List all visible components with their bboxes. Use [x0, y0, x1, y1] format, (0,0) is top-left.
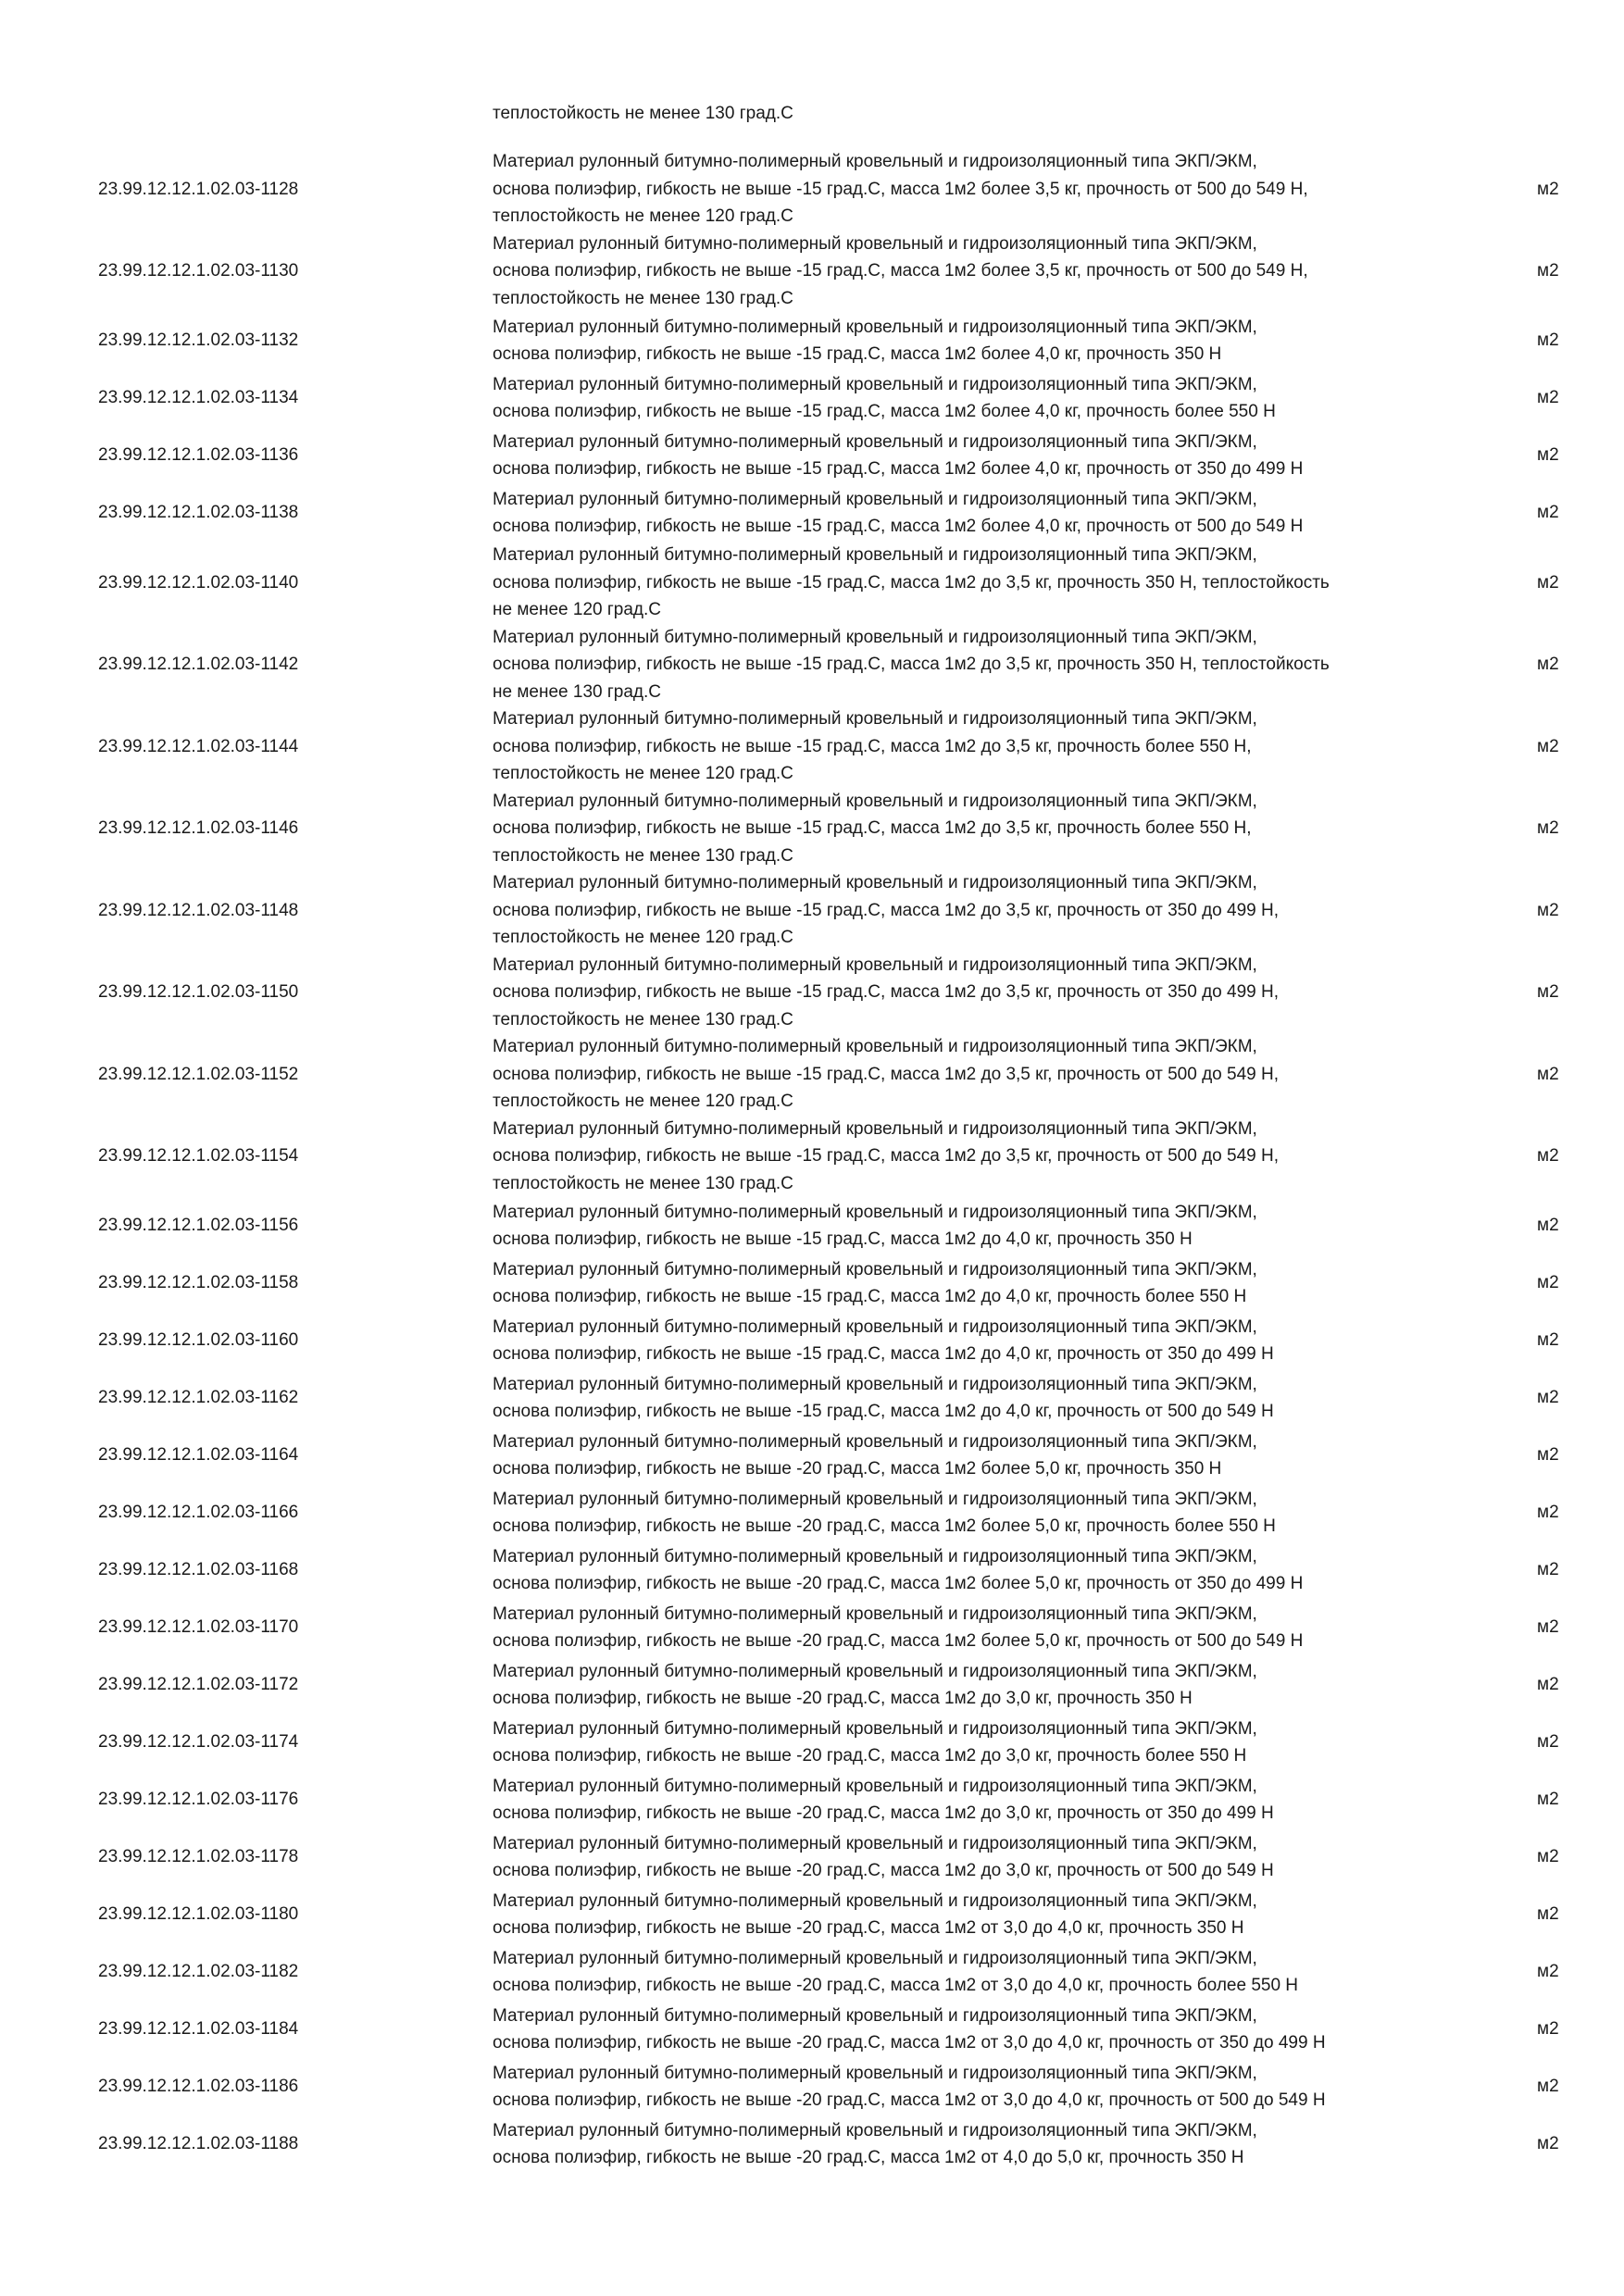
- item-code: 23.99.12.12.1.02.03-1174: [98, 1732, 299, 1753]
- item-description: [493, 1116, 1446, 1198]
- item-unit: м2: [1537, 2077, 1559, 2097]
- description-line: основа полиэфир, гибкость не выше -20 град.С, масса 1м2 более 5,0 кг, прочность от 500 до 549 Н: [493, 1631, 1304, 1651]
- table-row: [0, 952, 1624, 1034]
- item-unit: м2: [1537, 1732, 1559, 1753]
- item-description: [493, 1771, 1446, 1828]
- item-code: 23.99.12.12.1.02.03-1184: [98, 2019, 299, 2040]
- table-row: [0, 1714, 1624, 1771]
- table-row: [0, 2058, 1624, 2115]
- table-row: [0, 1886, 1624, 1943]
- item-code: 23.99.12.12.1.02.03-1144: [98, 736, 299, 756]
- item-description: [493, 1484, 1446, 1541]
- description-line: теплостойкость не менее 130 град.С: [493, 288, 793, 308]
- item-unit: м2: [1537, 1503, 1559, 1523]
- table-row: [0, 231, 1624, 313]
- materials-table-body: [0, 148, 1624, 2173]
- item-code: 23.99.12.12.1.02.03-1176: [98, 1790, 299, 1810]
- item-code: 23.99.12.12.1.02.03-1158: [98, 1273, 299, 1293]
- item-description: [493, 2058, 1446, 2115]
- description-line: теплостойкость не менее 120 град.С: [493, 764, 793, 783]
- item-description: [493, 231, 1446, 313]
- item-unit: м2: [1537, 179, 1559, 199]
- item-unit: м2: [1537, 572, 1559, 593]
- description-line: Материал рулонный битумно-полимерный кровельный и гидроизоляционный типа ЭКП/ЭКМ,: [493, 791, 1257, 811]
- item-code: 23.99.12.12.1.02.03-1134: [98, 388, 299, 408]
- description-line: Материал рулонный битумно-полимерный кровельный и гидроизоляционный типа ЭКП/ЭКМ,: [493, 1833, 1257, 1853]
- item-description: [493, 1033, 1446, 1116]
- item-unit: м2: [1537, 1847, 1559, 1867]
- description-line: Материал рулонный битумно-полимерный кровельный и гидроизоляционный типа ЭКП/ЭКМ,: [493, 1718, 1257, 1739]
- table-row: [0, 1828, 1624, 1886]
- description-line: Материал рулонный битумно-полимерный кровельный и гидроизоляционный типа ЭКП/ЭКМ,: [493, 955, 1257, 975]
- description-line: основа полиэфир, гибкость не выше -15 град.С, масса 1м2 до 3,5 кг, прочность от 350 до 499 Н,: [493, 982, 1279, 1002]
- item-unit: м2: [1537, 1790, 1559, 1810]
- item-code: 23.99.12.12.1.02.03-1182: [98, 1962, 299, 1982]
- item-code: 23.99.12.12.1.02.03-1128: [98, 179, 299, 199]
- description-line: Материал рулонный битумно-полимерный кровельный и гидроизоляционный типа ЭКП/ЭКМ,: [493, 489, 1257, 509]
- item-description: [493, 1197, 1446, 1254]
- item-code: 23.99.12.12.1.02.03-1162: [98, 1388, 299, 1408]
- description-line: Материал рулонный битумно-полимерный кровельный и гидроизоляционный типа ЭКП/ЭКМ,: [493, 1202, 1257, 1222]
- description-line: основа полиэфир, гибкость не выше -15 град.С, масса 1м2 до 3,5 кг, прочность более 550 Н,: [493, 818, 1252, 838]
- item-unit: м2: [1537, 503, 1559, 523]
- description-line: основа полиэфир, гибкость не выше -15 град.С, масса 1м2 до 4,0 кг, прочность от 500 до 549 Н: [493, 1402, 1274, 1421]
- description-line: Материал рулонный битумно-полимерный кровельный и гидроизоляционный типа ЭКП/ЭКМ,: [493, 374, 1257, 394]
- item-unit: м2: [1537, 1216, 1559, 1236]
- table-row: [0, 484, 1624, 542]
- description-line: Материал рулонный битумно-полимерный кровельный и гидроизоляционный типа ЭКП/ЭКМ,: [493, 152, 1257, 171]
- item-code: 23.99.12.12.1.02.03-1140: [98, 572, 299, 593]
- description-line: Материал рулонный битумно-полимерный кровельный и гидроизоляционный типа ЭКП/ЭКМ,: [493, 1037, 1257, 1056]
- description-line: Материал рулонный битумно-полимерный кровельный и гидроизоляционный типа ЭКП/ЭКМ,: [493, 1431, 1257, 1452]
- item-code: 23.99.12.12.1.02.03-1152: [98, 1064, 299, 1084]
- table-row: [0, 369, 1624, 427]
- description-line: Материал рулонный битумно-полимерный кровельный и гидроизоляционный типа ЭКП/ЭКМ,: [493, 2005, 1257, 2026]
- table-row: [0, 1033, 1624, 1116]
- table-row: [0, 1943, 1624, 2001]
- table-row: [0, 869, 1624, 952]
- table-row: [0, 788, 1624, 870]
- description-line: основа полиэфир, гибкость не выше -15 град.С, масса 1м2 более 4,0 кг, прочность 350 Н: [493, 344, 1222, 364]
- description-line: основа полиэфир, гибкость не выше -15 град.С, масса 1м2 более 3,5 кг, прочность от 500 до 549 Н,: [493, 179, 1308, 199]
- item-unit: м2: [1537, 736, 1559, 756]
- item-unit: м2: [1537, 1146, 1559, 1166]
- item-code: 23.99.12.12.1.02.03-1156: [98, 1216, 299, 1236]
- item-code: 23.99.12.12.1.02.03-1180: [98, 1904, 299, 1925]
- item-code: 23.99.12.12.1.02.03-1178: [98, 1847, 299, 1867]
- materials-table: [0, 148, 1624, 2173]
- description-line: основа полиэфир, гибкость не выше -15 град.С, масса 1м2 до 4,0 кг, прочность 350 Н: [493, 1229, 1193, 1249]
- description-line: Материал рулонный битумно-полимерный кровельный и гидроизоляционный типа ЭКП/ЭКМ,: [493, 545, 1257, 565]
- item-unit: м2: [1537, 818, 1559, 838]
- item-description: [493, 624, 1446, 706]
- item-code: 23.99.12.12.1.02.03-1170: [98, 1617, 299, 1638]
- item-description: [493, 1656, 1446, 1714]
- table-row: [0, 1541, 1624, 1599]
- description-line: основа полиэфир, гибкость не выше -15 град.С, масса 1м2 до 3,5 кг, прочность от 500 до 549 Н,: [493, 1064, 1279, 1084]
- table-row: [0, 1599, 1624, 1656]
- item-description: [493, 2001, 1446, 2058]
- item-description: [493, 1427, 1446, 1484]
- table-row: [0, 624, 1624, 706]
- table-row: [0, 427, 1624, 484]
- item-unit: м2: [1537, 982, 1559, 1002]
- description-line: Материал рулонный битумно-полимерный кровельный и гидроизоляционный типа ЭКП/ЭКМ,: [493, 1259, 1257, 1279]
- description-line: Материал рулонный битумно-полимерный кровельный и гидроизоляционный типа ЭКП/ЭКМ,: [493, 627, 1257, 647]
- description-line: основа полиэфир, гибкость не выше -15 град.С, масса 1м2 более 4,0 кг, прочность от 500 до 549 Н: [493, 517, 1304, 536]
- table-row: [0, 2001, 1624, 2058]
- item-description: [493, 1714, 1446, 1771]
- table-row: [0, 542, 1624, 624]
- description-line: Материал рулонный битумно-полимерный кровельный и гидроизоляционный типа ЭКП/ЭКМ,: [493, 873, 1257, 892]
- description-line: основа полиэфир, гибкость не выше -15 град.С, масса 1м2 до 3,5 кг, прочность более 550 Н,: [493, 736, 1252, 756]
- description-line: основа полиэфир, гибкость не выше -20 град.С, масса 1м2 от 3,0 до 4,0 кг, прочность от 500 до 549 Н: [493, 2090, 1326, 2110]
- description-line: Материал рулонный битумно-полимерный кровельный и гидроизоляционный типа ЭКП/ЭКМ,: [493, 1603, 1257, 1624]
- description-line: Материал рулонный битумно-полимерный кровельный и гидроизоляционный типа ЭКП/ЭКМ,: [493, 1316, 1257, 1337]
- item-code: 23.99.12.12.1.02.03-1150: [98, 982, 299, 1002]
- description-line: Материал рулонный битумно-полимерный кровельный и гидроизоляционный типа ЭКП/ЭКМ,: [493, 2063, 1257, 2083]
- description-line: основа полиэфир, гибкость не выше -20 град.С, масса 1м2 до 3,0 кг, прочность 350 Н: [493, 1689, 1193, 1708]
- description-line: Материал рулонный битумно-полимерный кровельный и гидроизоляционный типа ЭКП/ЭКМ,: [493, 1118, 1257, 1139]
- description-line: основа полиэфир, гибкость не выше -20 град.С, масса 1м2 от 3,0 до 4,0 кг, прочность от 350 до 499 Н: [493, 2033, 1326, 2053]
- item-description: [493, 484, 1446, 542]
- description-line: Материал рулонный битумно-полимерный кровельный и гидроизоляционный типа ЭКП/ЭКМ,: [493, 1890, 1257, 1911]
- item-code: 23.99.12.12.1.02.03-1148: [98, 900, 299, 920]
- item-description: [493, 148, 1446, 231]
- item-description: [493, 1943, 1446, 2001]
- item-unit: м2: [1537, 261, 1559, 281]
- description-line: основа полиэфир, гибкость не выше -20 град.С, масса 1м2 более 5,0 кг, прочность 350 Н: [493, 1459, 1222, 1479]
- item-unit: м2: [1537, 1560, 1559, 1580]
- description-line: Материал рулонный битумно-полимерный кровельный и гидроизоляционный типа ЭКП/ЭКМ,: [493, 2120, 1257, 2140]
- item-description: [493, 369, 1446, 427]
- description-line: теплостойкость не менее 120 град.С: [493, 206, 793, 226]
- item-code: 23.99.12.12.1.02.03-1172: [98, 1675, 299, 1695]
- description-line: основа полиэфир, гибкость не выше -20 град.С, масса 1м2 до 3,0 кг, прочность от 500 до 549 Н: [493, 1861, 1274, 1880]
- item-code: 23.99.12.12.1.02.03-1186: [98, 2077, 299, 2097]
- item-unit: м2: [1537, 1273, 1559, 1293]
- table-row: [0, 1427, 1624, 1484]
- description-line: Материал рулонный битумно-полимерный кровельный и гидроизоляционный типа ЭКП/ЭКМ,: [493, 1374, 1257, 1394]
- item-description: [493, 1312, 1446, 1369]
- item-code: 23.99.12.12.1.02.03-1168: [98, 1560, 299, 1580]
- description-line: основа полиэфир, гибкость не выше -15 град.С, масса 1м2 до 3,5 кг, прочность 350 Н, теплостойкость: [493, 655, 1330, 674]
- item-description: [493, 1369, 1446, 1427]
- description-line: Материал рулонный битумно-полимерный кровельный и гидроизоляционный типа ЭКП/ЭКМ,: [493, 1776, 1257, 1796]
- item-description: [493, 542, 1446, 624]
- table-row: [0, 148, 1624, 231]
- description-line: основа полиэфир, гибкость не выше -15 град.С, масса 1м2 до 3,5 кг, прочность от 350 до 499 Н,: [493, 900, 1279, 920]
- description-line: основа полиэфир, гибкость не выше -15 град.С, масса 1м2 до 4,0 кг, прочность более 550 Н: [493, 1287, 1247, 1306]
- item-unit: м2: [1537, 1388, 1559, 1408]
- table-row: [0, 1312, 1624, 1369]
- item-unit: м2: [1537, 1617, 1559, 1638]
- description-line: основа полиэфир, гибкость не выше -15 град.С, масса 1м2 до 4,0 кг, прочность от 350 до 499 Н: [493, 1344, 1274, 1364]
- description-line: основа полиэфир, гибкость не выше -15 град.С, масса 1м2 до 3,5 кг, прочность 350 Н, теплостойкость: [493, 572, 1330, 593]
- table-row: [0, 1254, 1624, 1312]
- item-code: 23.99.12.12.1.02.03-1160: [98, 1330, 299, 1351]
- item-description: [493, 788, 1446, 870]
- continuation-text: теплостойкость не менее 130 град.С: [493, 104, 793, 123]
- description-line: Материал рулонный битумно-полимерный кровельный и гидроизоляционный типа ЭКП/ЭКМ,: [493, 709, 1257, 729]
- item-unit: м2: [1537, 1962, 1559, 1982]
- item-unit: м2: [1537, 1675, 1559, 1695]
- item-unit: м2: [1537, 445, 1559, 466]
- description-line: Материал рулонный битумно-полимерный кровельный и гидроизоляционный типа ЭКП/ЭКМ,: [493, 1661, 1257, 1681]
- item-code: 23.99.12.12.1.02.03-1142: [98, 655, 299, 674]
- description-line: Материал рулонный битумно-полимерный кровельный и гидроизоляционный типа ЭКП/ЭКМ,: [493, 1489, 1257, 1509]
- description-line: основа полиэфир, гибкость не выше -15 град.С, масса 1м2 до 3,5 кг, прочность от 500 до 549 Н,: [493, 1146, 1279, 1166]
- item-code: 23.99.12.12.1.02.03-1130: [98, 261, 299, 281]
- description-line: Материал рулонный битумно-полимерный кровельный и гидроизоляционный типа ЭКП/ЭКМ,: [493, 431, 1257, 452]
- item-unit: м2: [1537, 2134, 1559, 2154]
- table-row: [0, 1197, 1624, 1254]
- item-code: 23.99.12.12.1.02.03-1136: [98, 445, 299, 466]
- item-unit: м2: [1537, 2019, 1559, 2040]
- table-row: [0, 1116, 1624, 1198]
- description-line: основа полиэфир, гибкость не выше -20 град.С, масса 1м2 от 4,0 до 5,0 кг, прочность 350 Н: [493, 2148, 1244, 2167]
- item-description: [493, 705, 1446, 788]
- item-description: [493, 427, 1446, 484]
- description-line: основа полиэфир, гибкость не выше -20 град.С, масса 1м2 до 3,0 кг, прочность более 550 Н: [493, 1746, 1247, 1766]
- description-line: не менее 130 град.С: [493, 681, 662, 702]
- item-unit: м2: [1537, 331, 1559, 351]
- item-unit: м2: [1537, 1904, 1559, 1925]
- item-unit: м2: [1537, 388, 1559, 408]
- item-description: [493, 1886, 1446, 1943]
- table-row: [0, 2115, 1624, 2173]
- description-line: основа полиэфир, гибкость не выше -15 град.С, масса 1м2 более 3,5 кг, прочность от 500 до 549 Н,: [493, 261, 1308, 281]
- item-code: 23.99.12.12.1.02.03-1138: [98, 503, 299, 523]
- table-row: [0, 1656, 1624, 1714]
- item-description: [493, 1828, 1446, 1886]
- description-line: теплостойкость не менее 120 град.С: [493, 1092, 793, 1111]
- table-row: [0, 312, 1624, 369]
- item-unit: м2: [1537, 655, 1559, 674]
- item-code: 23.99.12.12.1.02.03-1166: [98, 1503, 299, 1523]
- description-line: теплостойкость не менее 130 град.С: [493, 845, 793, 866]
- item-description: [493, 312, 1446, 369]
- description-line: основа полиэфир, гибкость не выше -15 град.С, масса 1м2 более 4,0 кг, прочность более 550 Н: [493, 402, 1276, 421]
- item-description: [493, 2115, 1446, 2173]
- item-description: [493, 1599, 1446, 1656]
- item-unit: м2: [1537, 1445, 1559, 1466]
- item-description: [493, 869, 1446, 952]
- table-row: [0, 1484, 1624, 1541]
- table-row: [0, 1369, 1624, 1427]
- description-line: не менее 120 град.С: [493, 600, 662, 619]
- description-line: теплостойкость не менее 130 град.С: [493, 1009, 793, 1029]
- item-code: 23.99.12.12.1.02.03-1154: [98, 1146, 299, 1166]
- description-line: Материал рулонный битумно-полимерный кровельный и гидроизоляционный типа ЭКП/ЭКМ,: [493, 1948, 1257, 1968]
- item-code: 23.99.12.12.1.02.03-1146: [98, 818, 299, 838]
- item-code: 23.99.12.12.1.02.03-1164: [98, 1445, 299, 1466]
- description-line: основа полиэфир, гибкость не выше -20 град.С, масса 1м2 до 3,0 кг, прочность от 350 до 499 Н: [493, 1803, 1274, 1823]
- table-row: [0, 1771, 1624, 1828]
- table-row: [0, 705, 1624, 788]
- description-line: теплостойкость не менее 120 град.С: [493, 928, 793, 947]
- item-description: [493, 1541, 1446, 1599]
- description-line: Материал рулонный битумно-полимерный кровельный и гидроизоляционный типа ЭКП/ЭКМ,: [493, 317, 1257, 337]
- item-unit: м2: [1537, 1330, 1559, 1351]
- item-unit: м2: [1537, 1064, 1559, 1084]
- description-line: основа полиэфир, гибкость не выше -20 град.С, масса 1м2 более 5,0 кг, прочность от 350 до 499 Н: [493, 1574, 1304, 1593]
- item-unit: м2: [1537, 900, 1559, 920]
- description-line: основа полиэфир, гибкость не выше -20 град.С, масса 1м2 от 3,0 до 4,0 кг, прочность более 550 Н: [493, 1976, 1299, 1995]
- description-line: основа полиэфир, гибкость не выше -15 град.С, масса 1м2 более 4,0 кг, прочность от 350 до 499 Н: [493, 459, 1304, 479]
- item-code: 23.99.12.12.1.02.03-1188: [98, 2134, 299, 2154]
- description-line: теплостойкость не менее 130 град.С: [493, 1173, 793, 1193]
- item-description: [493, 1254, 1446, 1312]
- description-line: Материал рулонный битумно-полимерный кровельный и гидроизоляционный типа ЭКП/ЭКМ,: [493, 233, 1257, 254]
- item-description: [493, 952, 1446, 1034]
- description-line: основа полиэфир, гибкость не выше -20 град.С, масса 1м2 от 3,0 до 4,0 кг, прочность 350 Н: [493, 1918, 1244, 1938]
- item-code: 23.99.12.12.1.02.03-1132: [98, 331, 299, 351]
- description-line: основа полиэфир, гибкость не выше -20 град.С, масса 1м2 более 5,0 кг, прочность более 550 Н: [493, 1516, 1276, 1536]
- description-line: Материал рулонный битумно-полимерный кровельный и гидроизоляционный типа ЭКП/ЭКМ,: [493, 1546, 1257, 1566]
